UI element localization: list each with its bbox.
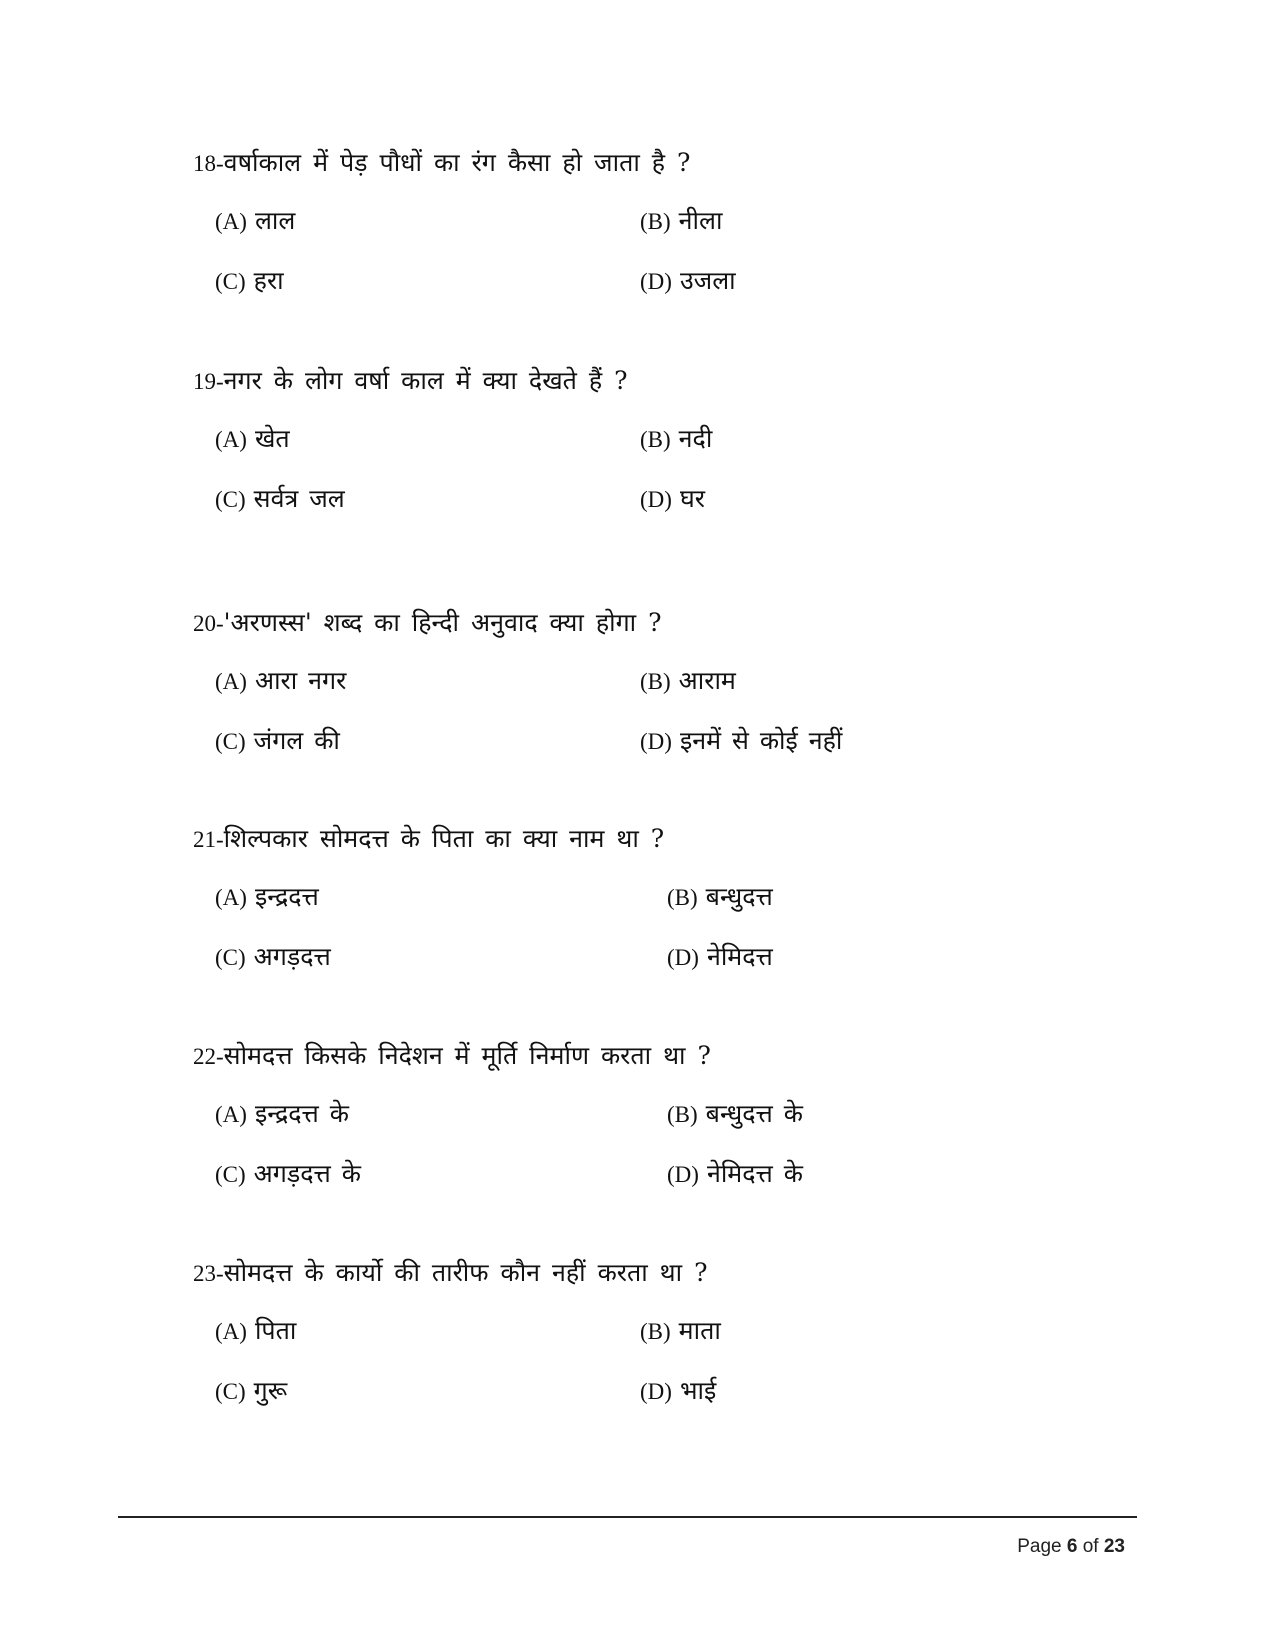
option-b: (B) नदी [640, 424, 713, 453]
question-number: 20- [193, 611, 224, 636]
question-text: 21-शिल्पकार सोमदत्त के पिता का क्या नाम था ? [193, 824, 665, 853]
question-number: 19- [193, 369, 224, 394]
option-d: (D) भाई [640, 1376, 717, 1405]
question-text: 19-नगर के लोग वर्षा काल में क्या देखते हैं ? [193, 366, 628, 395]
option-c: (C) अगड़दत्त के [215, 1159, 361, 1188]
option-a: (A) खेत [215, 424, 290, 453]
footer-divider [118, 1516, 1137, 1518]
question-number: 22- [193, 1044, 224, 1069]
option-b: (B) माता [640, 1316, 721, 1345]
option-d: (D) नेमिदत्त के [667, 1159, 803, 1188]
option-d: (D) नेमिदत्त [667, 942, 773, 971]
option-c: (C) अगड़दत्त [215, 942, 331, 971]
option-b: (B) नीला [640, 206, 723, 235]
page-number: Page 6 of 23 [1017, 1536, 1125, 1557]
option-a: (A) लाल [215, 206, 296, 235]
option-a: (A) आरा नगर [215, 666, 347, 695]
option-a: (A) पिता [215, 1316, 297, 1345]
question-number: 23- [193, 1261, 224, 1286]
option-c: (C) सर्वत्र जल [215, 484, 345, 513]
option-c: (C) जंगल की [215, 726, 340, 755]
question-text: 22-सोमदत्त किसके निदेशन में मूर्ति निर्माण करता था ? [193, 1041, 711, 1070]
question-number: 21- [193, 827, 224, 852]
option-b: (B) बन्धुदत्त के [667, 1099, 803, 1128]
question-number: 18- [193, 151, 224, 176]
question-text: 18-वर्षाकाल में पेड़ पौधों का रंग कैसा हो जाता है ? [193, 148, 691, 177]
option-d: (D) इनमें से कोई नहीं [640, 726, 843, 755]
option-c: (C) गुरू [215, 1376, 288, 1405]
option-d: (D) उजला [640, 266, 736, 295]
option-d: (D) घर [640, 484, 705, 513]
question-text: 20-'अरणस्स' शब्द का हिन्दी अनुवाद क्या होगा ? [193, 608, 662, 637]
option-a: (A) इन्द्रदत्त के [215, 1099, 349, 1128]
option-b: (B) बन्धुदत्त [667, 882, 773, 911]
question-text: 23-सोमदत्त के कार्यो की तारीफ कौन नहीं करता था ? [193, 1258, 708, 1287]
option-a: (A) इन्द्रदत्त [215, 882, 319, 911]
option-c: (C) हरा [215, 266, 284, 295]
option-b: (B) आराम [640, 666, 736, 695]
